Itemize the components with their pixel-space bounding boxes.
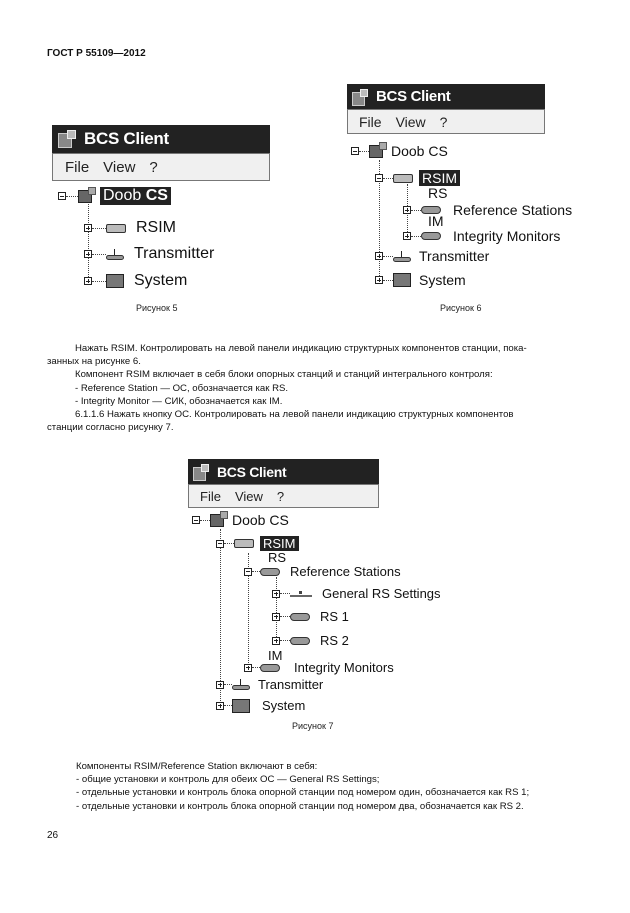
figure-7 — [186, 459, 466, 719]
expand-icon[interactable] — [272, 637, 280, 645]
tree-item-reference-stations[interactable]: Reference Stations — [244, 564, 401, 579]
rs-label: RS — [428, 185, 448, 201]
figure-5 — [52, 125, 272, 295]
collapse-icon[interactable] — [351, 147, 359, 155]
expand-icon[interactable] — [403, 206, 411, 214]
tree-item-integrity-monitors[interactable]: Integrity Monitors — [244, 660, 394, 675]
menu-bar — [347, 109, 545, 134]
window-title: BCS Client — [217, 463, 287, 480]
receiver-icon — [290, 613, 310, 621]
expand-icon[interactable] — [84, 250, 92, 258]
receiver-icon — [260, 568, 280, 576]
menu-view[interactable]: View — [234, 488, 263, 504]
monitor-icon — [421, 232, 441, 240]
tree-item-system[interactable]: System — [216, 698, 305, 713]
antenna-icon — [106, 249, 124, 260]
menu-file[interactable]: File — [200, 488, 221, 504]
expand-icon[interactable] — [216, 681, 224, 689]
collapse-icon[interactable] — [192, 516, 200, 524]
rack-icon — [393, 174, 413, 183]
menu-view[interactable]: View — [395, 113, 426, 130]
antenna-icon — [232, 679, 250, 690]
rack-icon — [234, 539, 254, 548]
expand-icon[interactable] — [84, 277, 92, 285]
tree-item-system[interactable]: System — [84, 272, 187, 290]
expand-icon[interactable] — [84, 224, 92, 232]
tree-item-rsim[interactable]: RSIM — [216, 536, 299, 551]
window-titlebar — [188, 459, 379, 484]
window-title: BCS Client — [84, 129, 169, 148]
tree-item-transmitter[interactable]: Transmitter — [84, 245, 214, 263]
expand-icon[interactable] — [272, 613, 280, 621]
window-titlebar — [52, 125, 270, 153]
tree-item-transmitter[interactable]: Transmitter — [216, 677, 323, 692]
paragraph-block-1: Нажать RSIM. Контролировать на левой панели индикацию структурных компонентов станции, пока- занных на рисунке 6. Компонент RSIM включает в себя блоки опорных станций и станций интегрального контроля: - Reference Station — ОС, обозначается как RS. - Integrity Monitor — СИК, обозначается как IM. 6.1.1.6 Нажать кнопку ОС. Контролировать на левой панели индикацию структурных компонентов станции согласно рисунку 7. — [47, 343, 527, 434]
expand-icon[interactable] — [216, 702, 224, 710]
tree-item-rs1[interactable]: RS 1 — [272, 609, 349, 624]
tree-line — [88, 201, 89, 283]
figure-5-caption: Рисунок 5 — [136, 303, 178, 313]
figure-6 — [345, 84, 585, 294]
document-code: ГОСТ Р 55109—2012 — [47, 48, 146, 59]
app-icon — [58, 130, 78, 148]
expand-icon[interactable] — [272, 590, 280, 598]
menu-help[interactable]: ? — [439, 113, 448, 130]
collapse-icon[interactable] — [375, 174, 383, 182]
tree-item-transmitter[interactable]: Transmitter — [375, 248, 489, 264]
system-icon — [106, 274, 124, 288]
im-label: IM — [428, 213, 444, 229]
window-title: BCS Client — [376, 88, 451, 105]
collapse-icon[interactable] — [244, 568, 252, 576]
im-label: IM — [268, 648, 283, 663]
system-icon — [232, 699, 250, 713]
figure-7-caption: Рисунок 7 — [292, 721, 334, 731]
app-icon — [193, 464, 211, 480]
paragraph-block-2: Компоненты RSIM/Reference Station включают в себя: - общие установки и контроль для обеих ОС — General RS Settings; - отдельные установки и контроль блока опорной станции под номером один, обозначается как RS 1; - отдельные установки и контроль блока опорной станции под номером два, обозначается как RS 2. — [76, 761, 530, 812]
tree-item-rsim[interactable]: RSIM — [84, 219, 176, 237]
antenna-icon — [393, 251, 411, 262]
tree-root[interactable]: Doob CS — [192, 512, 289, 528]
tree-item-rsim[interactable]: RSIM — [375, 170, 460, 186]
tree-item-system[interactable]: System — [375, 272, 466, 288]
rack-icon — [106, 224, 126, 233]
page-number: 26 — [47, 830, 59, 841]
computer-icon — [369, 145, 383, 158]
menu-view[interactable]: View — [103, 158, 136, 176]
tree-item-general-rs-settings[interactable]: General RS Settings — [272, 586, 441, 601]
expand-icon[interactable] — [375, 276, 383, 284]
expand-icon[interactable] — [375, 252, 383, 260]
window-titlebar — [347, 84, 545, 109]
tree-item-integrity-monitors[interactable]: Integrity Monitors — [403, 228, 560, 244]
menu-file[interactable]: File — [359, 113, 382, 130]
menu-help[interactable]: ? — [149, 158, 158, 176]
menu-bar — [52, 153, 270, 181]
app-icon — [352, 89, 370, 105]
receiver-icon — [290, 637, 310, 645]
tree-item-rs2[interactable]: RS 2 — [272, 633, 349, 648]
system-icon — [393, 273, 411, 287]
menu-help[interactable]: ? — [276, 488, 285, 504]
tree-root[interactable]: Doob CS — [351, 143, 448, 159]
monitor-icon — [260, 664, 280, 672]
collapse-icon[interactable] — [58, 192, 66, 200]
tree-item-reference-stations[interactable]: Reference Stations — [403, 202, 572, 218]
tree-root[interactable]: Doob CS — [58, 187, 171, 205]
figure-6-caption: Рисунок 6 — [440, 303, 482, 313]
menu-file[interactable]: File — [65, 158, 90, 176]
settings-icon — [290, 591, 312, 597]
rs-label: RS — [268, 550, 287, 565]
computer-icon — [78, 190, 92, 203]
expand-icon[interactable] — [244, 664, 252, 672]
collapse-icon[interactable] — [216, 540, 224, 548]
computer-icon — [210, 514, 224, 527]
menu-bar — [188, 484, 379, 508]
expand-icon[interactable] — [403, 232, 411, 240]
